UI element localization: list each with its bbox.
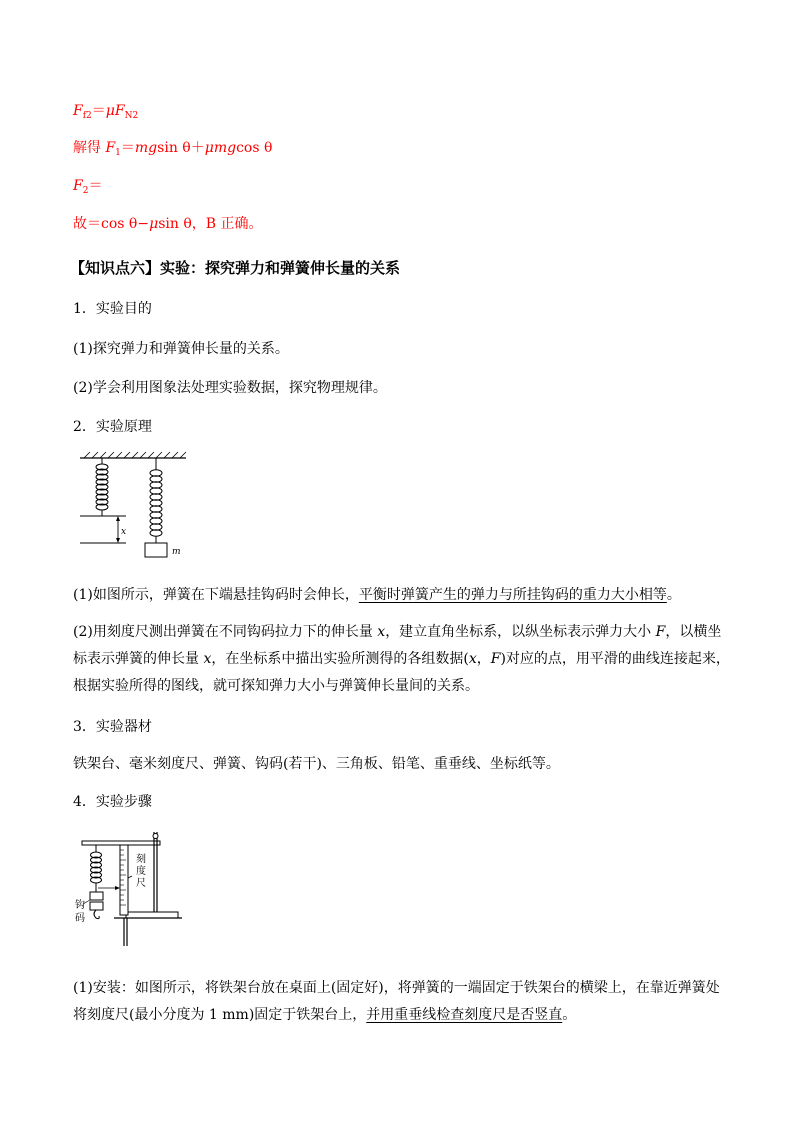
ruler-label-2: 度 bbox=[136, 866, 146, 877]
formula-text: 故＝cos θ− bbox=[73, 216, 150, 232]
variable-x: x bbox=[203, 651, 212, 667]
formula-text: 解得 bbox=[73, 140, 106, 156]
section-2-item-1 bbox=[73, 584, 681, 604]
formula-text: μF bbox=[105, 103, 125, 119]
formula-text: F bbox=[105, 140, 116, 156]
variable-f: F bbox=[655, 624, 666, 640]
crossbar bbox=[82, 841, 160, 845]
formula-text: μmg bbox=[204, 140, 237, 156]
formula-line-4 bbox=[73, 213, 262, 233]
section-1-title: 1．实验目的 bbox=[73, 301, 152, 317]
formula-subscript: N2 bbox=[124, 111, 139, 121]
paragraph-text: ，以横坐标表示弹簧的伸长量 bbox=[73, 624, 722, 667]
section-4-item-1 bbox=[73, 975, 733, 1029]
apparatus-figure bbox=[74, 828, 184, 950]
variable-x: x bbox=[468, 651, 477, 667]
section-1-item-1: (1)探究弹力和弹簧伸长量的关系。 bbox=[73, 341, 289, 357]
left-spring bbox=[96, 464, 108, 510]
ruler-label-3: 尺 bbox=[136, 878, 146, 889]
spring-principle-figure bbox=[78, 450, 188, 565]
paragraph-text: )对应的点，用平滑的曲线连接起来，根据实验所得的图线，就可探知弹力大小与弹簧伸长量间的关系。 bbox=[73, 651, 730, 694]
paragraph-text: 。 bbox=[562, 1007, 577, 1023]
paragraph-text: (1)安装：如图所示，将铁架台放在桌面上(固定好)，将弹簧的一端固定于铁架台的横梁上，在靠近弹簧处将刻度尺(最小分度为 1 mm)固定于铁架台上， bbox=[73, 980, 720, 1023]
formula-text: ＝ bbox=[120, 140, 135, 156]
section-1-item-2: (2)学会利用图象法处理实验数据，探究物理规律。 bbox=[73, 380, 387, 396]
paragraph-text: (2)用刻度尺测出弹簧在不同钩码拉力下的伸长量 bbox=[73, 624, 378, 640]
m-label: m bbox=[172, 547, 181, 557]
mass-block bbox=[145, 543, 167, 557]
paragraph-text: ，建立直角坐标系，以纵坐标表示弹力大小 bbox=[385, 624, 656, 640]
formula-line-2 bbox=[73, 137, 272, 158]
underlined-text: 并用重垂线检查刻度尺是否竖直 bbox=[366, 1007, 563, 1023]
paragraph-text: ，在坐标系中描出实验所测得的各组数据( bbox=[211, 651, 469, 667]
section-2-item-2 bbox=[73, 619, 733, 700]
paragraph-text: 。 bbox=[666, 587, 681, 603]
formula-text: ＝ bbox=[91, 103, 106, 119]
stand-base bbox=[126, 912, 178, 918]
formula-subscript: 1 bbox=[115, 148, 121, 158]
apparatus-spring bbox=[91, 852, 102, 883]
weight-2 bbox=[90, 902, 103, 910]
underlined-text: 平衡时弹簧产生的弹力与所挂钩码的重力大小相等 bbox=[358, 587, 667, 603]
formula-subscript: 2 bbox=[82, 186, 89, 196]
formula-text: μ bbox=[149, 216, 159, 232]
section-4-title: 4．实验步骤 bbox=[73, 794, 152, 810]
formula-text: sin θ，B 正确。 bbox=[158, 216, 263, 232]
section-2-title: 2．实验原理 bbox=[73, 419, 152, 435]
ruler-label-1: 刻 bbox=[136, 854, 146, 865]
formula-text: ＝ bbox=[88, 178, 103, 194]
formula-subscript: f2 bbox=[82, 111, 92, 121]
weight-label-1: 钩 bbox=[75, 900, 85, 911]
paragraph-text: (1)如图所示，弹簧在下端悬挂钩码时会伸长， bbox=[73, 587, 359, 603]
section-heading: 【知识点六】实验：探究弹力和弹簧伸长量的关系 bbox=[70, 259, 401, 277]
formula-line-3 bbox=[73, 175, 102, 196]
section-3-text: 铁架台、毫米刻度尺、弹簧、钩码(若干)、三角板、铅笔、重垂线、坐标纸等。 bbox=[73, 756, 560, 772]
x-label: x bbox=[121, 527, 127, 537]
formula-text: cos θ bbox=[236, 140, 273, 156]
formula-text: F bbox=[73, 178, 83, 194]
formula-text: sin θ＋ bbox=[157, 140, 205, 156]
ceiling-hatch bbox=[84, 452, 186, 458]
right-spring bbox=[150, 470, 162, 536]
section-3-title: 3．实验器材 bbox=[73, 719, 152, 735]
weight-1 bbox=[90, 892, 103, 900]
variable-f: F bbox=[490, 651, 501, 667]
paragraph-text: ， bbox=[476, 651, 491, 667]
variable-x: x bbox=[377, 624, 386, 640]
weight-label-2: 码 bbox=[75, 913, 85, 924]
formula-text: mg bbox=[134, 140, 158, 156]
formula-text: F bbox=[73, 103, 83, 119]
formula-line-1 bbox=[73, 100, 138, 121]
